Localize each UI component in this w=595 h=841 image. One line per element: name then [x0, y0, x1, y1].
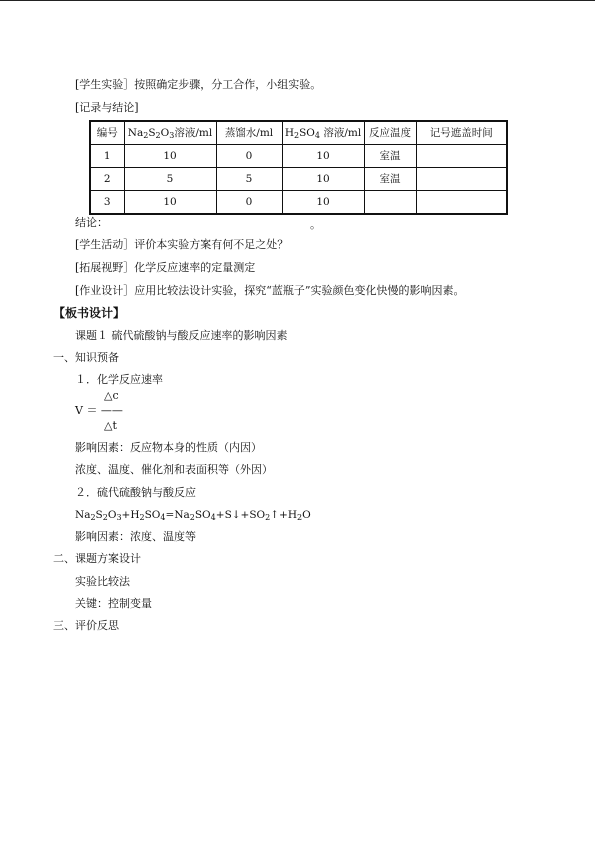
table-row: [90, 168, 507, 191]
record-heading: [记录与结论]: [75, 101, 139, 114]
table-row: [90, 191, 507, 215]
factor-internal-line: 影响因素：反应物本身的性质（内因）: [75, 441, 262, 454]
header-temperature: 反应温度: [364, 121, 416, 145]
header-na2s2o3: $Na_2S_2O_3$溶液/ml: [124, 121, 216, 145]
table-cell: 1: [90, 145, 124, 168]
key-line: 关键：控制变量: [75, 597, 152, 610]
rate-formula-denominator: △t: [104, 419, 117, 432]
student-activity-line: [学生活动］评价本实验方案有何不足之处？: [75, 238, 289, 251]
table-header-row: [90, 121, 507, 145]
table-cell: 室温: [364, 168, 416, 191]
expand-vision-line: [拓展视野］化学反应速率的定量测定: [75, 261, 256, 274]
section-1-heading: 一、知识预备: [53, 351, 119, 364]
table-cell: 10: [282, 191, 364, 215]
student-experiment-line: [学生实验］按照确定步骤，分工合作，小组实验。: [75, 78, 322, 91]
subsection-1-heading: １．化学反应速率: [75, 373, 163, 386]
table-cell: 10: [282, 168, 364, 191]
conclusion-label: 结论：: [75, 216, 108, 229]
section-2-heading: 二、课题方案设计: [53, 552, 141, 565]
table-cell: 0: [216, 191, 282, 215]
section-3-heading: 三、评价反思: [53, 619, 119, 632]
header-number: 编号: [90, 121, 124, 145]
table-cell: 5: [124, 168, 216, 191]
method-line: 实验比较法: [75, 575, 130, 588]
table-cell: [416, 191, 507, 215]
table-row: [90, 145, 507, 168]
topic-line: 课题１ 硫代硫酸钠与酸反应速率的影响因素: [75, 329, 288, 342]
table-cell: 5: [216, 168, 282, 191]
board-design-title: 【板书设计】: [53, 306, 126, 320]
page-top-border: [0, 0, 595, 1]
table-cell: 10: [124, 145, 216, 168]
table-cell: [416, 168, 507, 191]
table-cell: 10: [282, 145, 364, 168]
factor-external-line: 浓度、温度、催化剂和表面积等（外因）: [75, 463, 273, 476]
table-cell: [416, 145, 507, 168]
table-cell: 2: [90, 168, 124, 191]
table-cell: 0: [216, 145, 282, 168]
factor-conc-temp-line: 影响因素：浓度、温度等: [75, 530, 196, 543]
header-time: 记号遮盖时间: [416, 121, 507, 145]
table-cell: 室温: [364, 145, 416, 168]
table-cell: 3: [90, 191, 124, 215]
rate-formula-numerator: △c: [104, 389, 119, 402]
subsection-2-heading: ２．硫代硫酸钠与酸反应: [75, 486, 196, 499]
homework-line: [作业设计］应用比较法设计实验，探究“蓝瓶子”实验颜色变化快慢的影响因素。: [75, 284, 465, 297]
header-water: 蒸馏水/ml: [216, 121, 282, 145]
table-cell: 10: [124, 191, 216, 215]
rate-formula-lhs: V ＝ ——: [75, 404, 123, 417]
record-table: [89, 120, 508, 215]
conclusion-period: 。: [310, 218, 321, 231]
reaction-equation: $Na_2S_2O_3+H_2SO_4=Na_2SO_4+S↓+SO_2↑+H_2O$: [75, 509, 311, 522]
table-cell: [364, 191, 416, 215]
header-h2so4: $H_2SO_4$ 溶液/ml: [282, 121, 364, 145]
